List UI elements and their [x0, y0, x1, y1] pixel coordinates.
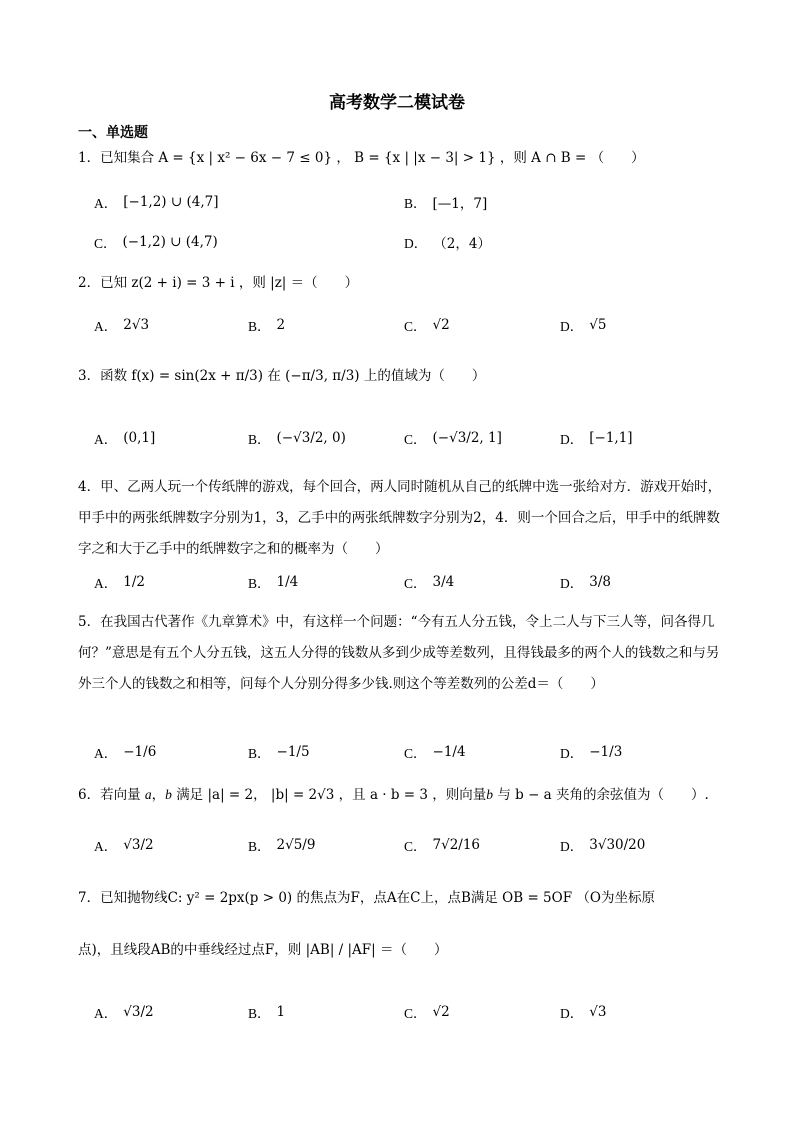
q4-option-d [560, 572, 611, 592]
option-value: 3/4 [432, 574, 455, 590]
q7-option-d [560, 1002, 606, 1022]
vector-b: b [486, 787, 494, 802]
q6-abs-a: |a| = 2 [207, 787, 254, 803]
option-label: B． [248, 432, 271, 447]
option-value: 1 [276, 1004, 286, 1020]
option-value: √5 [589, 317, 607, 333]
q2-abs: |z| [270, 275, 287, 291]
option-value: √2 [432, 317, 450, 333]
q7-text-1: 的焦点为F，点A在C上，点B满足 [296, 890, 498, 906]
question-4: 4．甲、乙两人玩一个传纸牌的游戏，每个回合，两人同时随机从自己的纸牌中选一张给对方．游戏开始时，甲手中的两张纸牌数字分别为1，3，乙手中的两张纸牌数字分别为2，4．则一个回合之后，甲手中的纸牌数字之和大于乙手中的纸牌数字之和的概率为（ ） [78, 479, 722, 557]
option-label: A． [94, 1006, 118, 1021]
q1-prefix: 1．已知集合 [78, 150, 155, 166]
q3-option-a [94, 428, 155, 448]
q1-sep: ， [336, 150, 350, 166]
option-value: (−1,2) ∪ (4,7) [122, 234, 218, 250]
q1-paren: （ ） [590, 150, 645, 166]
option-label: B． [248, 746, 271, 761]
vector-b: b [165, 787, 172, 802]
option-label: D． [560, 839, 584, 854]
q6-cond: 满足 [176, 787, 204, 803]
question-2 [78, 268, 728, 298]
q3-interval: (−π/3, π/3) [285, 368, 360, 384]
option-value: −1/5 [276, 744, 310, 760]
q1-option-b [404, 192, 487, 212]
option-value: (0,1] [123, 430, 156, 446]
question-1 [78, 143, 728, 173]
option-label: C． [404, 319, 427, 334]
option-value: [−1,1] [589, 430, 633, 446]
question-7-line-1 [78, 883, 728, 913]
option-value: 3/8 [589, 574, 611, 590]
q1-set-b: B = {x | |x − 3| > 1} [354, 150, 496, 166]
option-label: C． [404, 576, 427, 591]
option-label: C． [404, 746, 427, 761]
q5-option-a [94, 742, 156, 762]
option-value: −1/6 [123, 744, 157, 760]
option-value: (−√3/2, 1] [432, 430, 502, 446]
q7-prefix: 7．已知抛物线C: [78, 890, 183, 906]
option-label: D． [404, 236, 428, 251]
q7-option-a [94, 1002, 154, 1022]
option-value: √2 [432, 1004, 450, 1020]
q7-equation: y² = 2px(p > 0) [186, 890, 293, 906]
question-5: 5．在我国古代著作《九章算术》中，有这样一个问题：“今有五人分五钱，令上二人与下三人等，问各得几何？”意思是有五个人分五钱，这五人分得的钱数从多到少成等差数列，且得钱最多的两个人的钱数之和与另外三个人的钱数之和相等，问每个人分别分得多少钱.则这个等差数列的公差d＝（ ） [78, 614, 720, 692]
q1-expr: A ∩ B = [531, 150, 587, 166]
q4-option-c [404, 572, 454, 592]
option-label: B． [248, 839, 271, 854]
q3-option-d [560, 428, 633, 448]
option-value: 1/2 [123, 574, 145, 590]
q2-mid: ，则 [238, 275, 266, 291]
q3-ask: 上的值域为（ ） [363, 368, 486, 384]
q6-prefix: 6．若向量 [78, 787, 141, 803]
option-label: A． [94, 576, 118, 591]
option-label: D． [560, 319, 584, 334]
q7-option-b [248, 1002, 285, 1022]
section-heading: 一、单选题 [78, 125, 148, 141]
option-label: B． [248, 576, 271, 591]
option-label: D． [560, 1006, 584, 1021]
q6-option-d [560, 835, 645, 855]
option-label: C． [404, 432, 427, 447]
q6-b-minus-a: b − a [515, 787, 552, 803]
option-label: C． [94, 236, 117, 251]
option-label: A． [94, 319, 118, 334]
option-value: 7√2/16 [432, 837, 481, 853]
option-value: −1/4 [432, 744, 466, 760]
option-value: 2√3 [123, 317, 150, 333]
question-6: 6．若向量 a，b 满足 |a| = 2， |b| = 2√3 ，且 a · b = 3 ，则向量b 与 b − a 夹角的余弦值为（ ）. [78, 787, 709, 803]
option-label: A． [94, 839, 118, 854]
q3-option-c [404, 428, 502, 448]
option-label: D． [560, 432, 584, 447]
option-value: −1/3 [589, 744, 623, 760]
option-label: D． [560, 576, 584, 591]
option-value: 3√30/20 [589, 837, 646, 853]
q6-comma: ， [151, 787, 166, 803]
q2-prefix: 2．已知 [78, 275, 128, 291]
option-label: B． [248, 319, 271, 334]
option-label: C． [404, 839, 427, 854]
q7-text-2: （O为坐标原 [576, 890, 655, 906]
q2-ask: ＝（ ） [290, 275, 359, 291]
option-label: B． [248, 1006, 271, 1021]
q3-in: 在 [267, 368, 281, 384]
q6-ask2: 与 [497, 787, 511, 803]
q3-prefix: 3．函数 [78, 368, 128, 384]
q6-option-c [404, 835, 480, 855]
q6-ask1: ，则向量 [432, 787, 487, 803]
q6-option-a [94, 835, 154, 855]
q7-option-c [404, 1002, 450, 1022]
q7-line-2b: ＝（ ） [380, 942, 448, 958]
option-value: 1/4 [276, 574, 299, 590]
q1-ask: ，则 [499, 150, 527, 166]
q2-option-d [560, 315, 606, 335]
q7-line-2a: 点)，且线段AB的中垂线经过点F，则 [78, 942, 302, 958]
q6-ask3: 夹角的余弦值为（ ）. [556, 787, 709, 803]
q6-option-b [248, 835, 315, 855]
q1-option-d [404, 232, 491, 252]
q2-option-b [248, 315, 285, 335]
option-label: C． [404, 1006, 427, 1021]
option-label: A． [94, 432, 118, 447]
option-label: D． [560, 746, 584, 761]
q1-option-c [94, 232, 218, 252]
q4-option-a [94, 572, 145, 592]
q7-vector-eq: OB = 5OF [502, 890, 573, 906]
q7-ratio: |AB| / |AF| [305, 942, 376, 958]
q2-option-a [94, 315, 149, 335]
option-value: [—1，7] [432, 196, 488, 212]
option-value: （2，4） [433, 236, 491, 252]
q2-option-c [404, 315, 450, 335]
option-label: A． [94, 746, 118, 761]
q5-option-c [404, 742, 466, 762]
q1-set-a: A = {x | x² − 6x − 7 ≤ 0} [158, 150, 333, 166]
option-value: (−√3/2, 0) [276, 430, 346, 446]
option-value: 2 [276, 317, 286, 333]
q1-option-a [94, 192, 218, 212]
option-value: [−1,2) ∪ (4,7] [123, 194, 219, 210]
option-value: √3/2 [123, 837, 154, 853]
q3-function: f(x) = sin(2x + π/3) [131, 368, 264, 384]
q3-option-b [248, 428, 346, 448]
option-label: A． [94, 196, 118, 211]
q2-expr: z(2 + i) = 3 + i [131, 275, 235, 291]
q6-dot: a · b = 3 [369, 787, 428, 803]
option-value: √3/2 [123, 1004, 154, 1020]
q6-and: ，且 [338, 787, 366, 803]
question-7-line-2 [78, 935, 728, 965]
q5-option-d [560, 742, 622, 762]
q4-option-b [248, 572, 298, 592]
vector-a: a [144, 787, 152, 802]
option-value: √3 [589, 1004, 607, 1020]
option-value: 2√5/9 [276, 837, 316, 853]
option-label: B． [404, 196, 427, 211]
q6-abs-b: |b| = 2√3 [270, 787, 335, 803]
q5-option-b [248, 742, 310, 762]
page-title: 高考数学二模试卷 [329, 93, 465, 113]
question-3 [78, 361, 728, 391]
